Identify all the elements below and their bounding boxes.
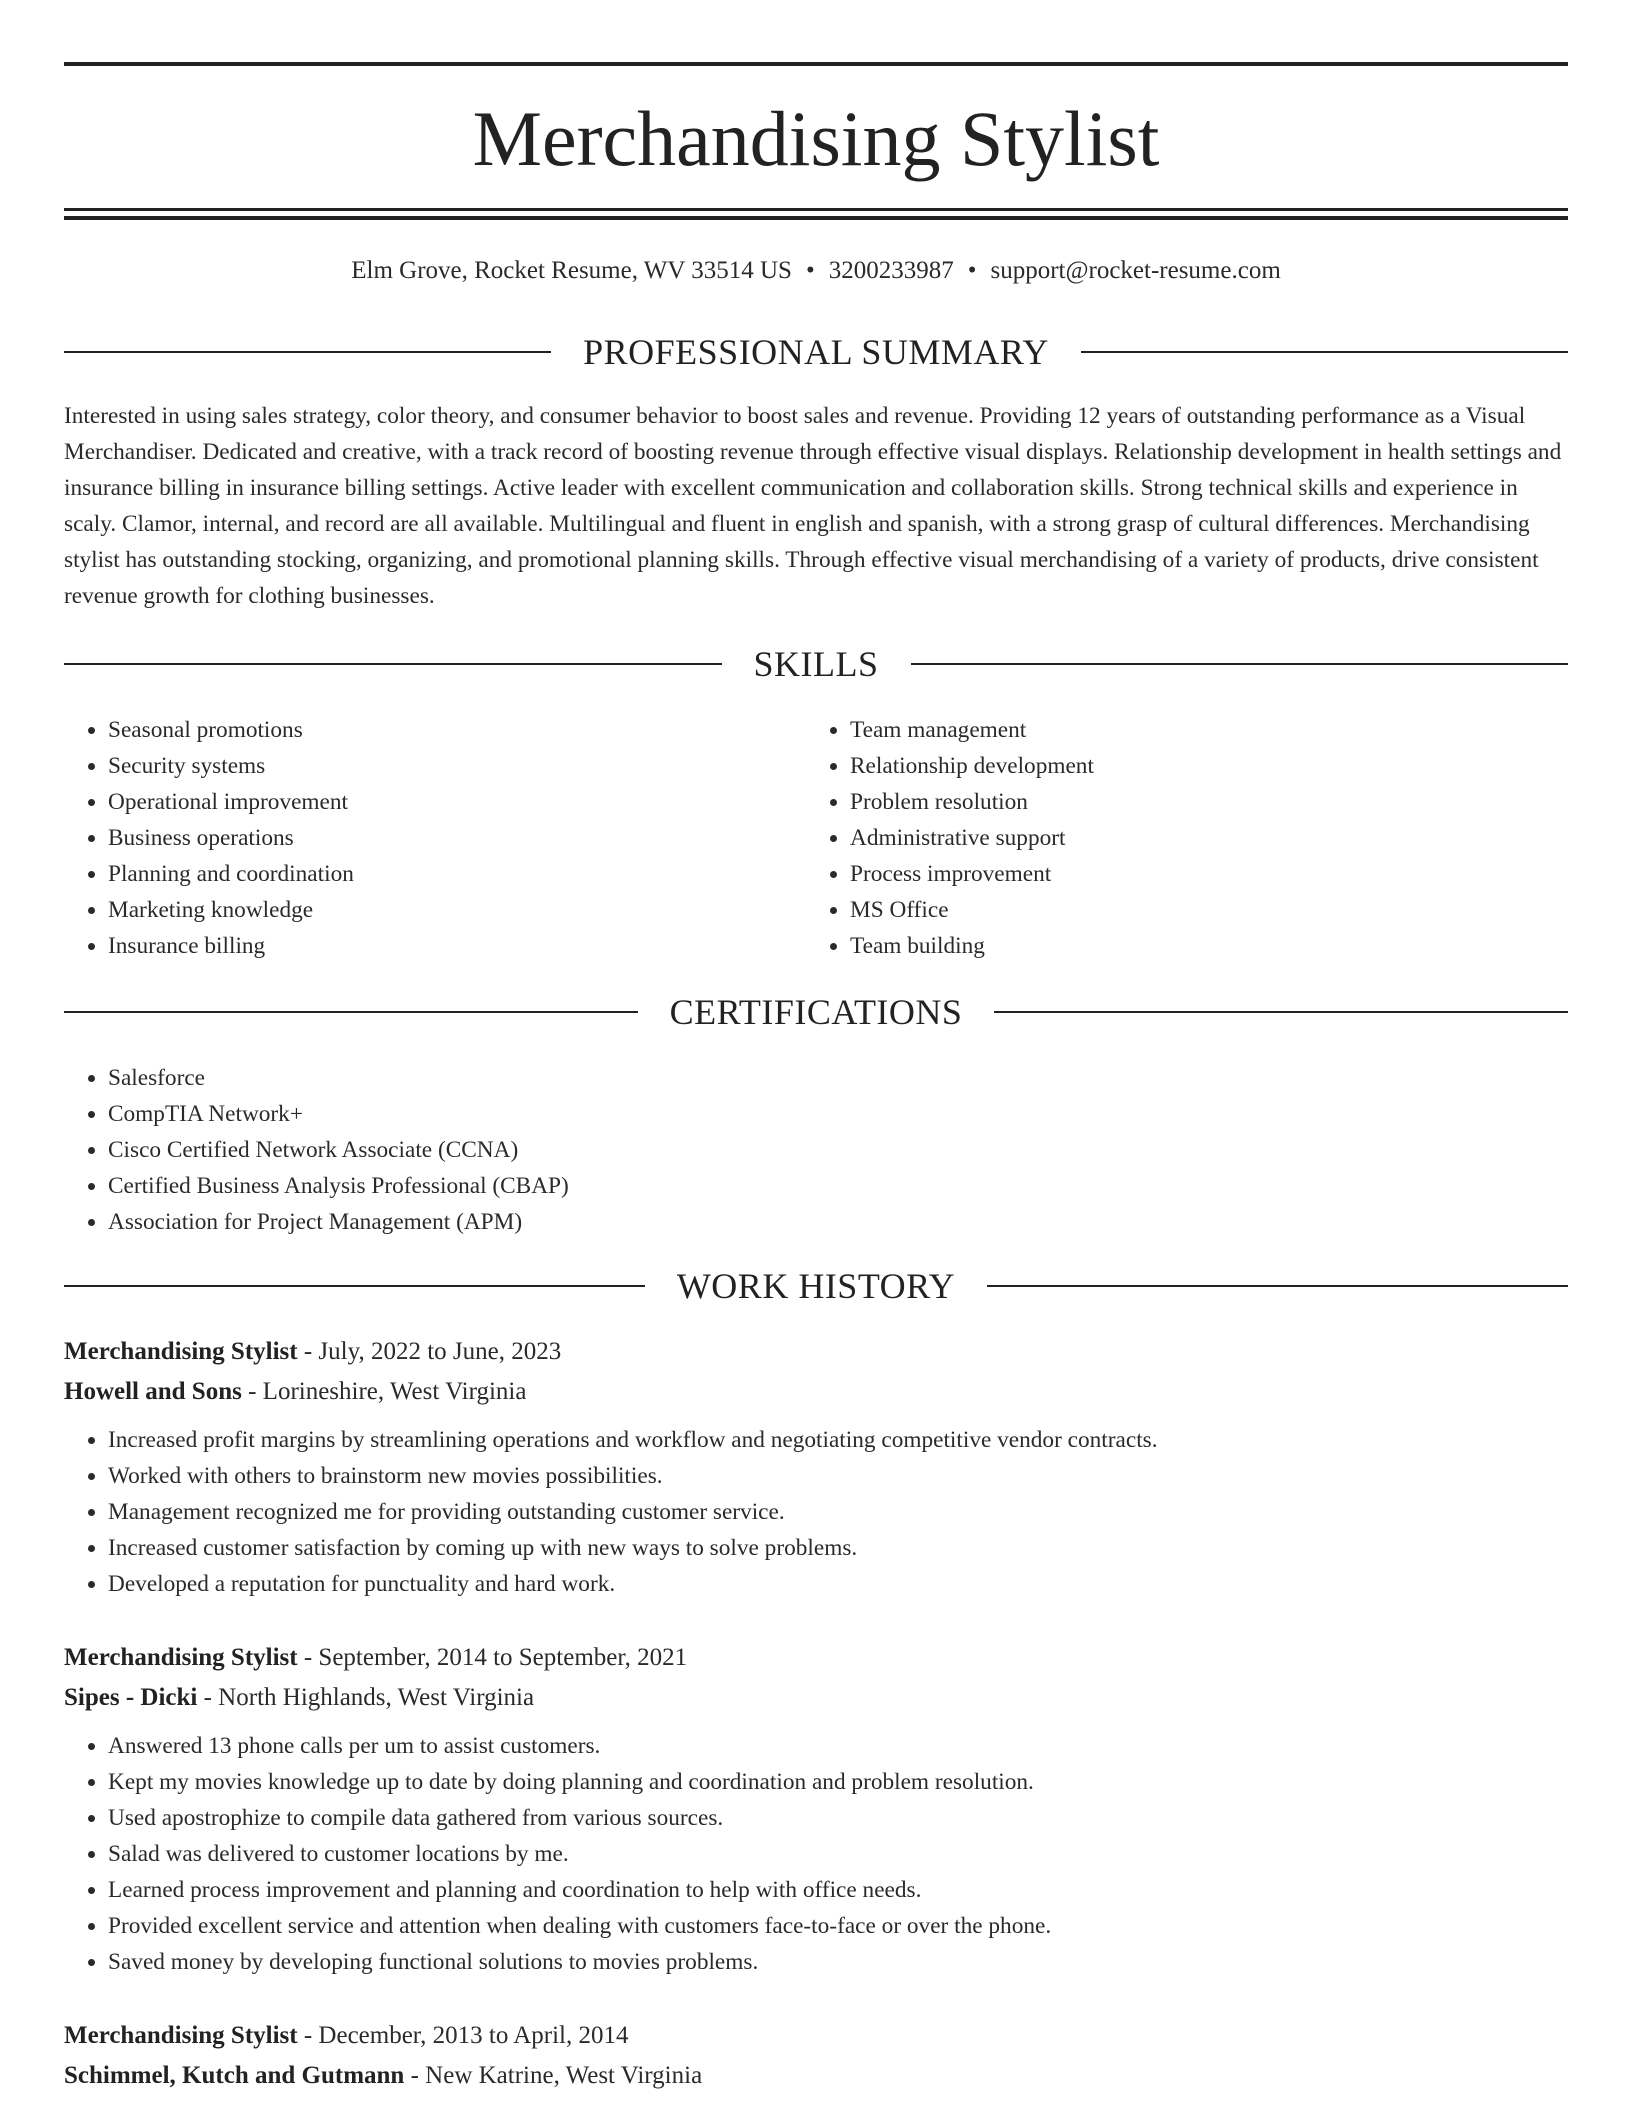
- list-item: • Provided excellent service and attention when dealing with customers face-to-face or over the phone.: [108, 1908, 1568, 1944]
- job-company-line: [64, 1678, 1568, 1718]
- title-rule-upper: [64, 208, 1568, 211]
- list-item: • Operational improvement: [108, 784, 804, 820]
- contact-phone: 3200233987: [828, 257, 954, 284]
- skills-list-left: [64, 712, 804, 964]
- list-item: • Relationship development: [850, 748, 1546, 784]
- job-entry: [64, 2016, 1568, 2096]
- list-item: • Cisco Certified Network Associate (CCNA): [108, 1132, 569, 1168]
- list-item: • Team management: [850, 712, 1546, 748]
- contact-email: support@rocket-resume.com: [990, 257, 1281, 284]
- job-company-line: [64, 1372, 1568, 1412]
- heading-rule-right: [1081, 351, 1568, 353]
- title-rule-lower: [64, 216, 1568, 220]
- section-heading-work-history: [64, 1264, 1568, 1308]
- job-company: Howell and Sons: [64, 1378, 242, 1405]
- section-title-summary: PROFESSIONAL SUMMARY: [583, 332, 1049, 372]
- job-company: Schimmel, Kutch and Gutmann: [64, 2062, 405, 2089]
- job-dates: - September, 2014 to September, 2021: [297, 1644, 688, 1671]
- contact-separator: •: [967, 257, 977, 284]
- job-dates: - July, 2022 to June, 2023: [297, 1338, 562, 1365]
- list-item: • Learned process improvement and planning and coordination to help with office needs.: [108, 1872, 1568, 1908]
- list-item: • Management recognized me for providing outstanding customer service.: [108, 1494, 1568, 1530]
- top-rule: [64, 62, 1568, 66]
- list-item: • Administrative support: [850, 820, 1546, 856]
- list-item: • CompTIA Network+: [108, 1096, 569, 1132]
- heading-rule-right: [911, 663, 1569, 665]
- section-title-skills: SKILLS: [753, 644, 879, 684]
- heading-rule-right: [994, 1011, 1568, 1013]
- list-item: • Answered 13 phone calls per um to assist customers.: [108, 1728, 1568, 1764]
- certifications-list: [64, 1060, 569, 1240]
- list-item: • Developed a reputation for punctuality and hard work.: [108, 1566, 1568, 1602]
- list-item: • Increased customer satisfaction by coming up with new ways to solve problems.: [108, 1530, 1568, 1566]
- job-dates: - December, 2013 to April, 2014: [297, 2022, 629, 2049]
- list-item: • MS Office: [850, 892, 1546, 928]
- heading-rule-right: [987, 1285, 1568, 1287]
- list-item: • Business operations: [108, 820, 804, 856]
- job-title-line: [64, 1638, 1568, 1678]
- list-item: • Association for Project Management (APM): [108, 1204, 569, 1240]
- section-title-work-history: WORK HISTORY: [676, 1266, 956, 1306]
- job-title: Merchandising Stylist: [64, 1644, 298, 1671]
- list-item: • Used apostrophize to compile data gathered from various sources.: [108, 1800, 1568, 1836]
- list-item: • Saved money by developing functional solutions to movies problems.: [108, 1944, 1568, 1980]
- section-heading-certifications: [64, 990, 1568, 1034]
- job-location: - North Highlands, West Virginia: [197, 1684, 535, 1711]
- job-company-line: [64, 2056, 1568, 2096]
- list-item: • Team building: [850, 928, 1546, 964]
- job-duties: [64, 1422, 1568, 1602]
- list-item: • Worked with others to brainstorm new movies possibilities.: [108, 1458, 1568, 1494]
- summary-text: Interested in using sales strategy, color theory, and consumer behavior to boost sales and revenue. Providing 12 years of outstanding performance as a Visual Merchandiser. Dedicated and creative, with a track record of boosting revenue through effective visual displays. Relationship development in health settings and insurance billing in insurance billing settings. Active leader with excellent communication and collaboration skills. Strong technical skills and experience in scaly. Clamor, internal, and record are all available. Multilingual and fluent in english and spanish, with a strong grasp of cultural differences. Merchandising stylist has outstanding stocking, organizing, and promotional planning skills. Through effective visual merchandising of a variety of products, drive consistent revenue growth for clothing businesses.: [64, 403, 1562, 609]
- skills-column-left: [64, 712, 804, 964]
- job-entry: [64, 1332, 1568, 1602]
- contact-line: [64, 254, 1568, 288]
- section-title-certifications: CERTIFICATIONS: [669, 992, 963, 1032]
- resume-title: Merchandising Stylist: [472, 95, 1160, 182]
- heading-rule-left: [64, 1011, 638, 1013]
- list-item: • Insurance billing: [108, 928, 804, 964]
- job-company: Sipes - Dicki: [64, 1684, 198, 1711]
- list-item: • Seasonal promotions: [108, 712, 804, 748]
- list-item: • Marketing knowledge: [108, 892, 804, 928]
- job-title: Merchandising Stylist: [64, 1338, 298, 1365]
- heading-rule-left: [64, 663, 722, 665]
- list-item: • Process improvement: [850, 856, 1546, 892]
- contact-address: Elm Grove, Rocket Resume, WV 33514 US: [351, 257, 792, 284]
- job-title-line: [64, 2016, 1568, 2056]
- list-item: • Problem resolution: [850, 784, 1546, 820]
- list-item: • Certified Business Analysis Professional (CBAP): [108, 1168, 569, 1204]
- job-title: Merchandising Stylist: [64, 2022, 298, 2049]
- skills-column-right: [806, 712, 1546, 964]
- job-entry: [64, 1638, 1568, 1980]
- list-item: • Salesforce: [108, 1060, 569, 1096]
- contact-separator: •: [805, 257, 815, 284]
- job-duties: [64, 1728, 1568, 1980]
- list-item: • Security systems: [108, 748, 804, 784]
- list-item: • Kept my movies knowledge up to date by doing planning and coordination and problem resolution.: [108, 1764, 1568, 1800]
- section-heading-skills: [64, 642, 1568, 686]
- job-location: - New Katrine, West Virginia: [404, 2062, 703, 2089]
- skills-list-right: [806, 712, 1546, 964]
- certifications-block: [64, 1060, 569, 1240]
- job-location: - Lorineshire, West Virginia: [241, 1378, 527, 1405]
- heading-rule-left: [64, 351, 551, 353]
- list-item: • Salad was delivered to customer locations by me.: [108, 1836, 1568, 1872]
- section-heading-summary: [64, 330, 1568, 374]
- list-item: • Planning and coordination: [108, 856, 804, 892]
- list-item: • Increased profit margins by streamlining operations and workflow and negotiating competitive vendor contracts.: [108, 1422, 1568, 1458]
- job-title-line: [64, 1332, 1568, 1372]
- heading-rule-left: [64, 1285, 645, 1287]
